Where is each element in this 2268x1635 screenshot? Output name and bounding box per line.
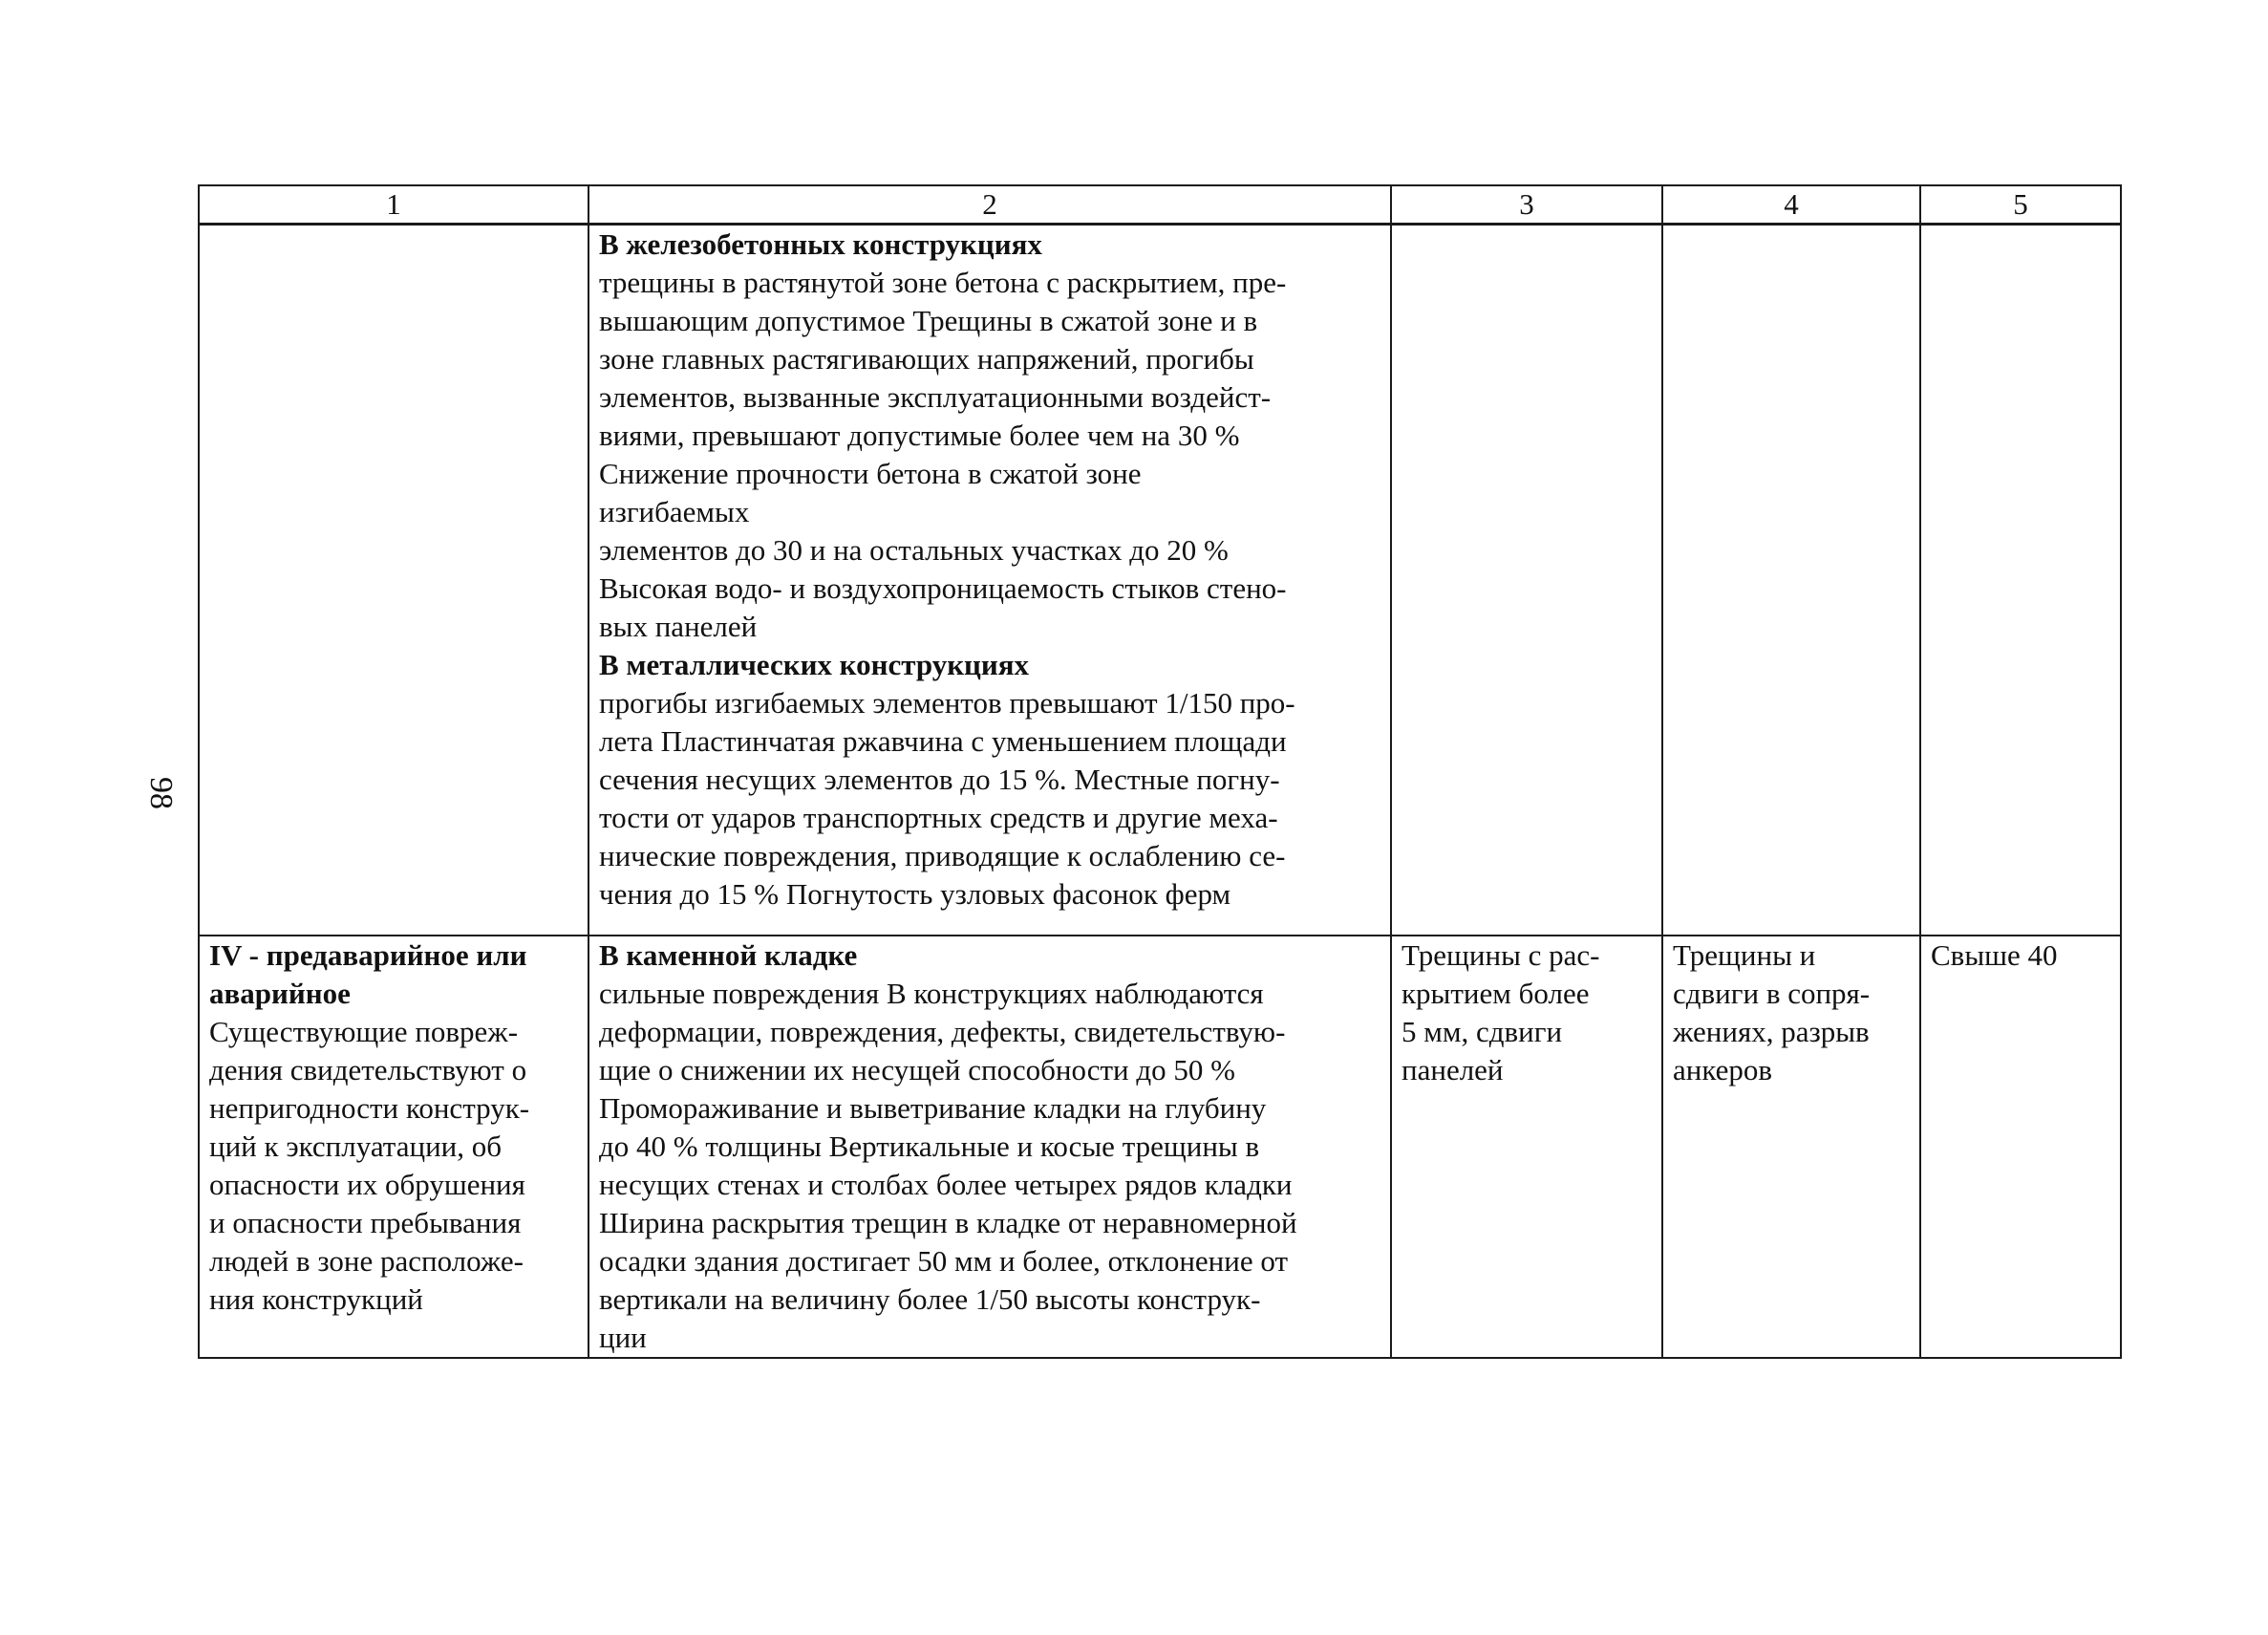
text-line: элементов до 30 и на остальных участках до 20 % <box>599 533 1229 567</box>
text-line: изгибаемых <box>599 495 750 528</box>
text-line: зоне главных растягивающих напряжений, прогибы <box>599 342 1254 376</box>
text-line: нические повреждения, приводящие к ослаблению се- <box>599 839 1286 872</box>
text-line: ций к эксплуатации, об <box>209 1129 503 1163</box>
column-header: 2 <box>588 185 1391 225</box>
table-cell-empty <box>1662 225 1920 936</box>
text-line: щие о снижении их несущей способности до 50 % <box>599 1053 1235 1086</box>
column-header: 3 <box>1391 185 1662 225</box>
text-line: 5 мм, сдвиги <box>1401 1015 1563 1048</box>
section-heading: В металлических конструкциях <box>599 648 1030 681</box>
table-header-row <box>199 185 2121 225</box>
table-cell-empty <box>199 225 588 936</box>
text-line: Ширина раскрытия трещин в кладке от неравномерной <box>599 1206 1297 1239</box>
text-line: лета Пластинчатая ржавчина с уменьшением площади <box>599 724 1287 758</box>
text-line: элементов, вызванные эксплуатационными воздейст- <box>599 380 1272 414</box>
table-row <box>199 225 2121 936</box>
text-line: непригодности конструк- <box>209 1091 530 1125</box>
text-line: ния конструкций <box>209 1282 423 1316</box>
column-header: 4 <box>1662 185 1920 225</box>
category-title: аварийное <box>209 977 351 1010</box>
table-cell-empty <box>1920 225 2121 936</box>
text-line: Промораживание и выветривание кладки на глубину <box>599 1091 1267 1125</box>
text-line: Трещины с рас- <box>1401 938 1600 972</box>
text-line: деформации, повреждения, дефекты, свидетельствую- <box>599 1015 1286 1048</box>
table-cell-condition-category <box>199 936 588 1358</box>
table-cell-column-3 <box>1391 936 1662 1358</box>
text-line: тости от ударов транспортных средств и другие меха- <box>599 801 1278 834</box>
text-line: сечения несущих элементов до 15 %. Местные погну- <box>599 763 1280 796</box>
text-line: Существующие повреж- <box>209 1015 519 1048</box>
text-line: виями, превышают допустимые более чем на 30 % <box>599 419 1240 452</box>
text-line: прогибы изгибаемых элементов превышают 1/150 про- <box>599 686 1295 720</box>
text-line: сильные повреждения В конструкциях наблюдаются <box>599 977 1264 1010</box>
text-line: и опасности пребывания <box>209 1206 522 1239</box>
section-heading: В железобетонных конструкциях <box>599 227 1042 261</box>
defects-table <box>198 184 2122 1359</box>
text-line: осадки здания достигает 50 мм и более, отклонение от <box>599 1244 1288 1278</box>
text-line: крытием более <box>1401 977 1590 1010</box>
text-line: Свыше 40 <box>1931 938 2058 972</box>
page-number: 98 <box>143 777 179 809</box>
column-header: 1 <box>199 185 588 225</box>
table-cell-column-4 <box>1662 936 1920 1358</box>
text-line: дения свидетельствуют о <box>209 1053 527 1086</box>
table-row <box>199 936 2121 1358</box>
text-line: вышающим допустимое Трещины в сжатой зоне и в <box>599 304 1258 337</box>
text-line: панелей <box>1401 1053 1504 1086</box>
text-line: трещины в растянутой зоне бетона с раскрытием, пре- <box>599 266 1287 299</box>
column-header: 5 <box>1920 185 2121 225</box>
text-line: чения до 15 % Погнутость узловых фасонок ферм <box>599 877 1231 911</box>
table-cell-description <box>588 225 1391 936</box>
text-line: опасности их обрушения <box>209 1168 525 1201</box>
category-title: IV - предаварийное или <box>209 938 527 972</box>
text-line: жениях, разрыв <box>1673 1015 1870 1048</box>
text-line: ции <box>599 1321 647 1354</box>
text-line: сдвиги в сопря- <box>1673 977 1871 1010</box>
table-cell-description <box>588 936 1391 1358</box>
text-line: вертикали на величину более 1/50 высоты конструк- <box>599 1282 1261 1316</box>
text-line: вых панелей <box>599 610 758 643</box>
text-line: Снижение прочности бетона в сжатой зоне <box>599 457 1142 490</box>
text-line: Высокая водо- и воздухопроницаемость стыков стено- <box>599 571 1287 605</box>
text-line: анкеров <box>1673 1053 1773 1086</box>
section-heading: В каменной кладке <box>599 938 858 972</box>
text-line: людей в зоне расположе- <box>209 1244 524 1278</box>
table-cell-column-5 <box>1920 936 2121 1358</box>
text-line: до 40 % толщины Вертикальные и косые трещины в <box>599 1129 1260 1163</box>
text-line: несущих стенах и столбах более четырех рядов кладки <box>599 1168 1293 1201</box>
text-line: Трещины и <box>1673 938 1816 972</box>
table-cell-empty <box>1391 225 1662 936</box>
